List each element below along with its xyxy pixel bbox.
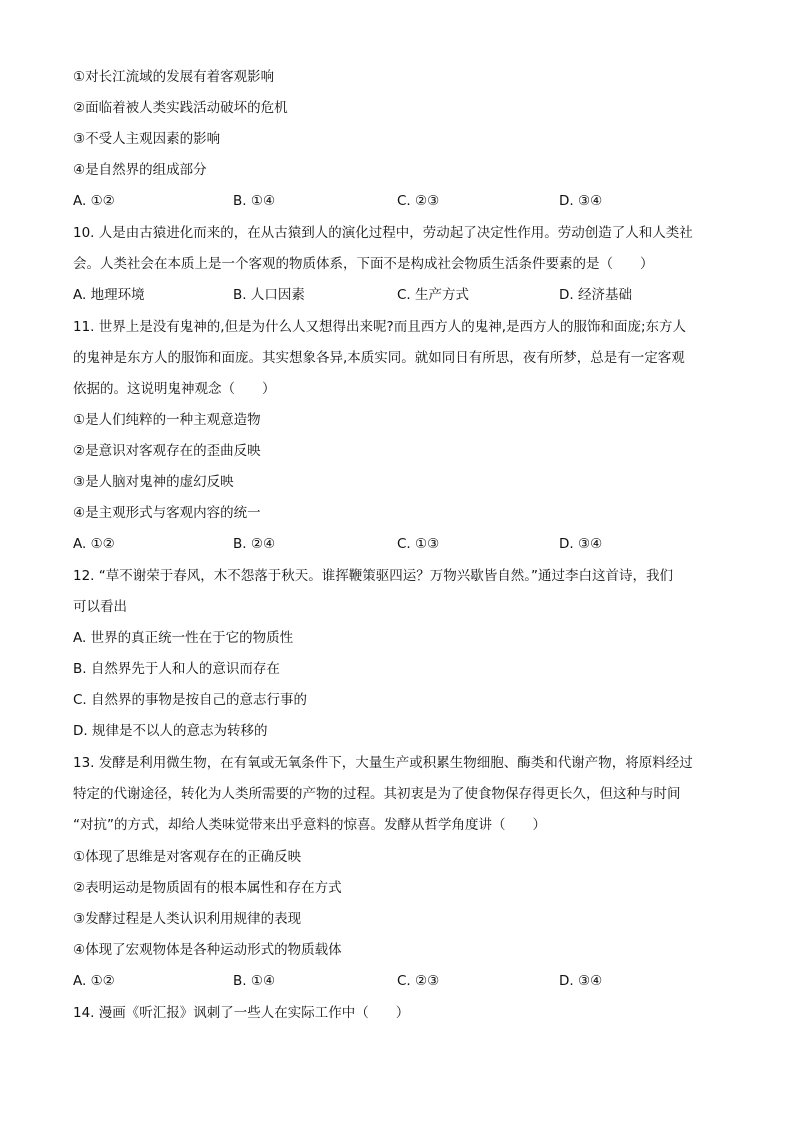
q13-stem-line-2: 特定的代谢途径，转化为人类所需要的产物的过程。其初衷是为了使食物保存得更长久，但这种与时间	[73, 786, 681, 802]
q9-option-c[interactable]: C. ②③	[397, 193, 440, 209]
q9-option-d[interactable]: D. ③④	[559, 193, 603, 209]
q11-stem-line-2: 的鬼神是东方人的服饰和面庞。其实想象各异,本质实同。就如同日有所思，夜有所梦，总是有一定客观	[73, 350, 685, 366]
q9-option-b[interactable]: B. ①④	[233, 193, 276, 209]
q10-option-a[interactable]: A. 地理环境	[73, 287, 145, 303]
q11-choice-1: ①是人们纯粹的一种主观意造物	[73, 412, 261, 428]
q10-options	[73, 286, 733, 304]
q11-stem-line-1: 11. 世界上是没有鬼神的,但是为什么人又想得出来呢?而且西方人的鬼神,是西方人的服饰和面庞;东方人	[73, 319, 687, 335]
q13-option-d[interactable]: D. ③④	[559, 973, 603, 989]
q9-option-a[interactable]: A. ①②	[73, 193, 115, 209]
q9-choice-3: ③不受人主观因素的影响	[73, 131, 221, 147]
q11-option-d[interactable]: D. ③④	[559, 536, 603, 552]
q13-choice-1: ①体现了思维是对客观存在的正确反映	[73, 849, 302, 865]
q10-stem-line-2: 会。人类社会在本质上是一个客观的物质体系，下面不是构成社会物质生活条件要素的是（ ）	[73, 256, 654, 272]
q12-option-a[interactable]: A. 世界的真正统一性在于它的物质性	[73, 630, 294, 646]
q12-option-c[interactable]: C. 自然界的事物是按自己的意志行事的	[73, 692, 308, 708]
q13-option-a[interactable]: A. ①②	[73, 973, 115, 989]
q13-choice-3: ③发酵过程是人类认识利用规律的表现	[73, 911, 302, 927]
q9-options	[73, 192, 733, 210]
q13-choice-4: ④体现了宏观物体是各种运动形式的物质载体	[73, 942, 342, 958]
q14-stem-line-1: 14. 漫画《听汇报》讽刺了一些人在实际工作中（ ）	[73, 1005, 410, 1021]
q12-stem-line-2: 可以看出	[73, 599, 127, 615]
q13-option-c[interactable]: C. ②③	[397, 973, 440, 989]
q11-choice-4: ④是主观形式与客观内容的统一	[73, 505, 261, 521]
q11-option-c[interactable]: C. ①③	[397, 536, 440, 552]
q10-option-d[interactable]: D. 经济基础	[559, 287, 632, 303]
q12-stem-line-1: 12. “草不谢荣于春风，木不怨落于秋天。谁挥鞭策驱四运？万物兴歇皆自然。”通过李白这首诗，我们	[73, 568, 673, 584]
q11-choice-3: ③是人脑对鬼神的虚幻反映	[73, 474, 234, 490]
q10-option-c[interactable]: C. 生产方式	[397, 287, 470, 303]
q10-option-b[interactable]: B. 人口因素	[233, 287, 305, 303]
q13-choice-2: ②表明运动是物质固有的根本属性和存在方式	[73, 880, 342, 896]
q11-option-b[interactable]: B. ②④	[233, 536, 276, 552]
q9-choice-1: ①对长江流域的发展有着客观影响	[73, 69, 275, 85]
q12-option-d[interactable]: D. 规律是不以人的意志为转移的	[73, 723, 268, 739]
q13-options	[73, 972, 733, 990]
q13-stem-line-3: “对抗”的方式，却给人类味觉带来出乎意料的惊喜。发酵从哲学角度讲（ ）	[73, 817, 546, 833]
q10-stem-line-1: 10. 人是由古猿进化而来的，在从古猿到人的演化过程中，劳动起了决定性作用。劳动创造了人和人类社	[73, 225, 693, 241]
q13-option-b[interactable]: B. ①④	[233, 973, 276, 989]
q9-choice-2: ②面临着被人类实践活动破坏的危机	[73, 100, 288, 116]
q13-stem-line-1: 13. 发酵是利用微生物，在有氧或无氧条件下，大量生产或积累生物细胞、酶类和代谢产物，将原料经过	[73, 755, 693, 771]
q11-choice-2: ②是意识对客观存在的歪曲反映	[73, 443, 261, 459]
q9-choice-4: ④是自然界的组成部分	[73, 162, 207, 178]
q11-option-a[interactable]: A. ①②	[73, 536, 115, 552]
q11-options	[73, 535, 733, 553]
q12-option-b[interactable]: B. 自然界先于人和人的意识而存在	[73, 661, 280, 677]
q11-stem-line-3: 依据的。这说明鬼神观念（ ）	[73, 381, 276, 397]
